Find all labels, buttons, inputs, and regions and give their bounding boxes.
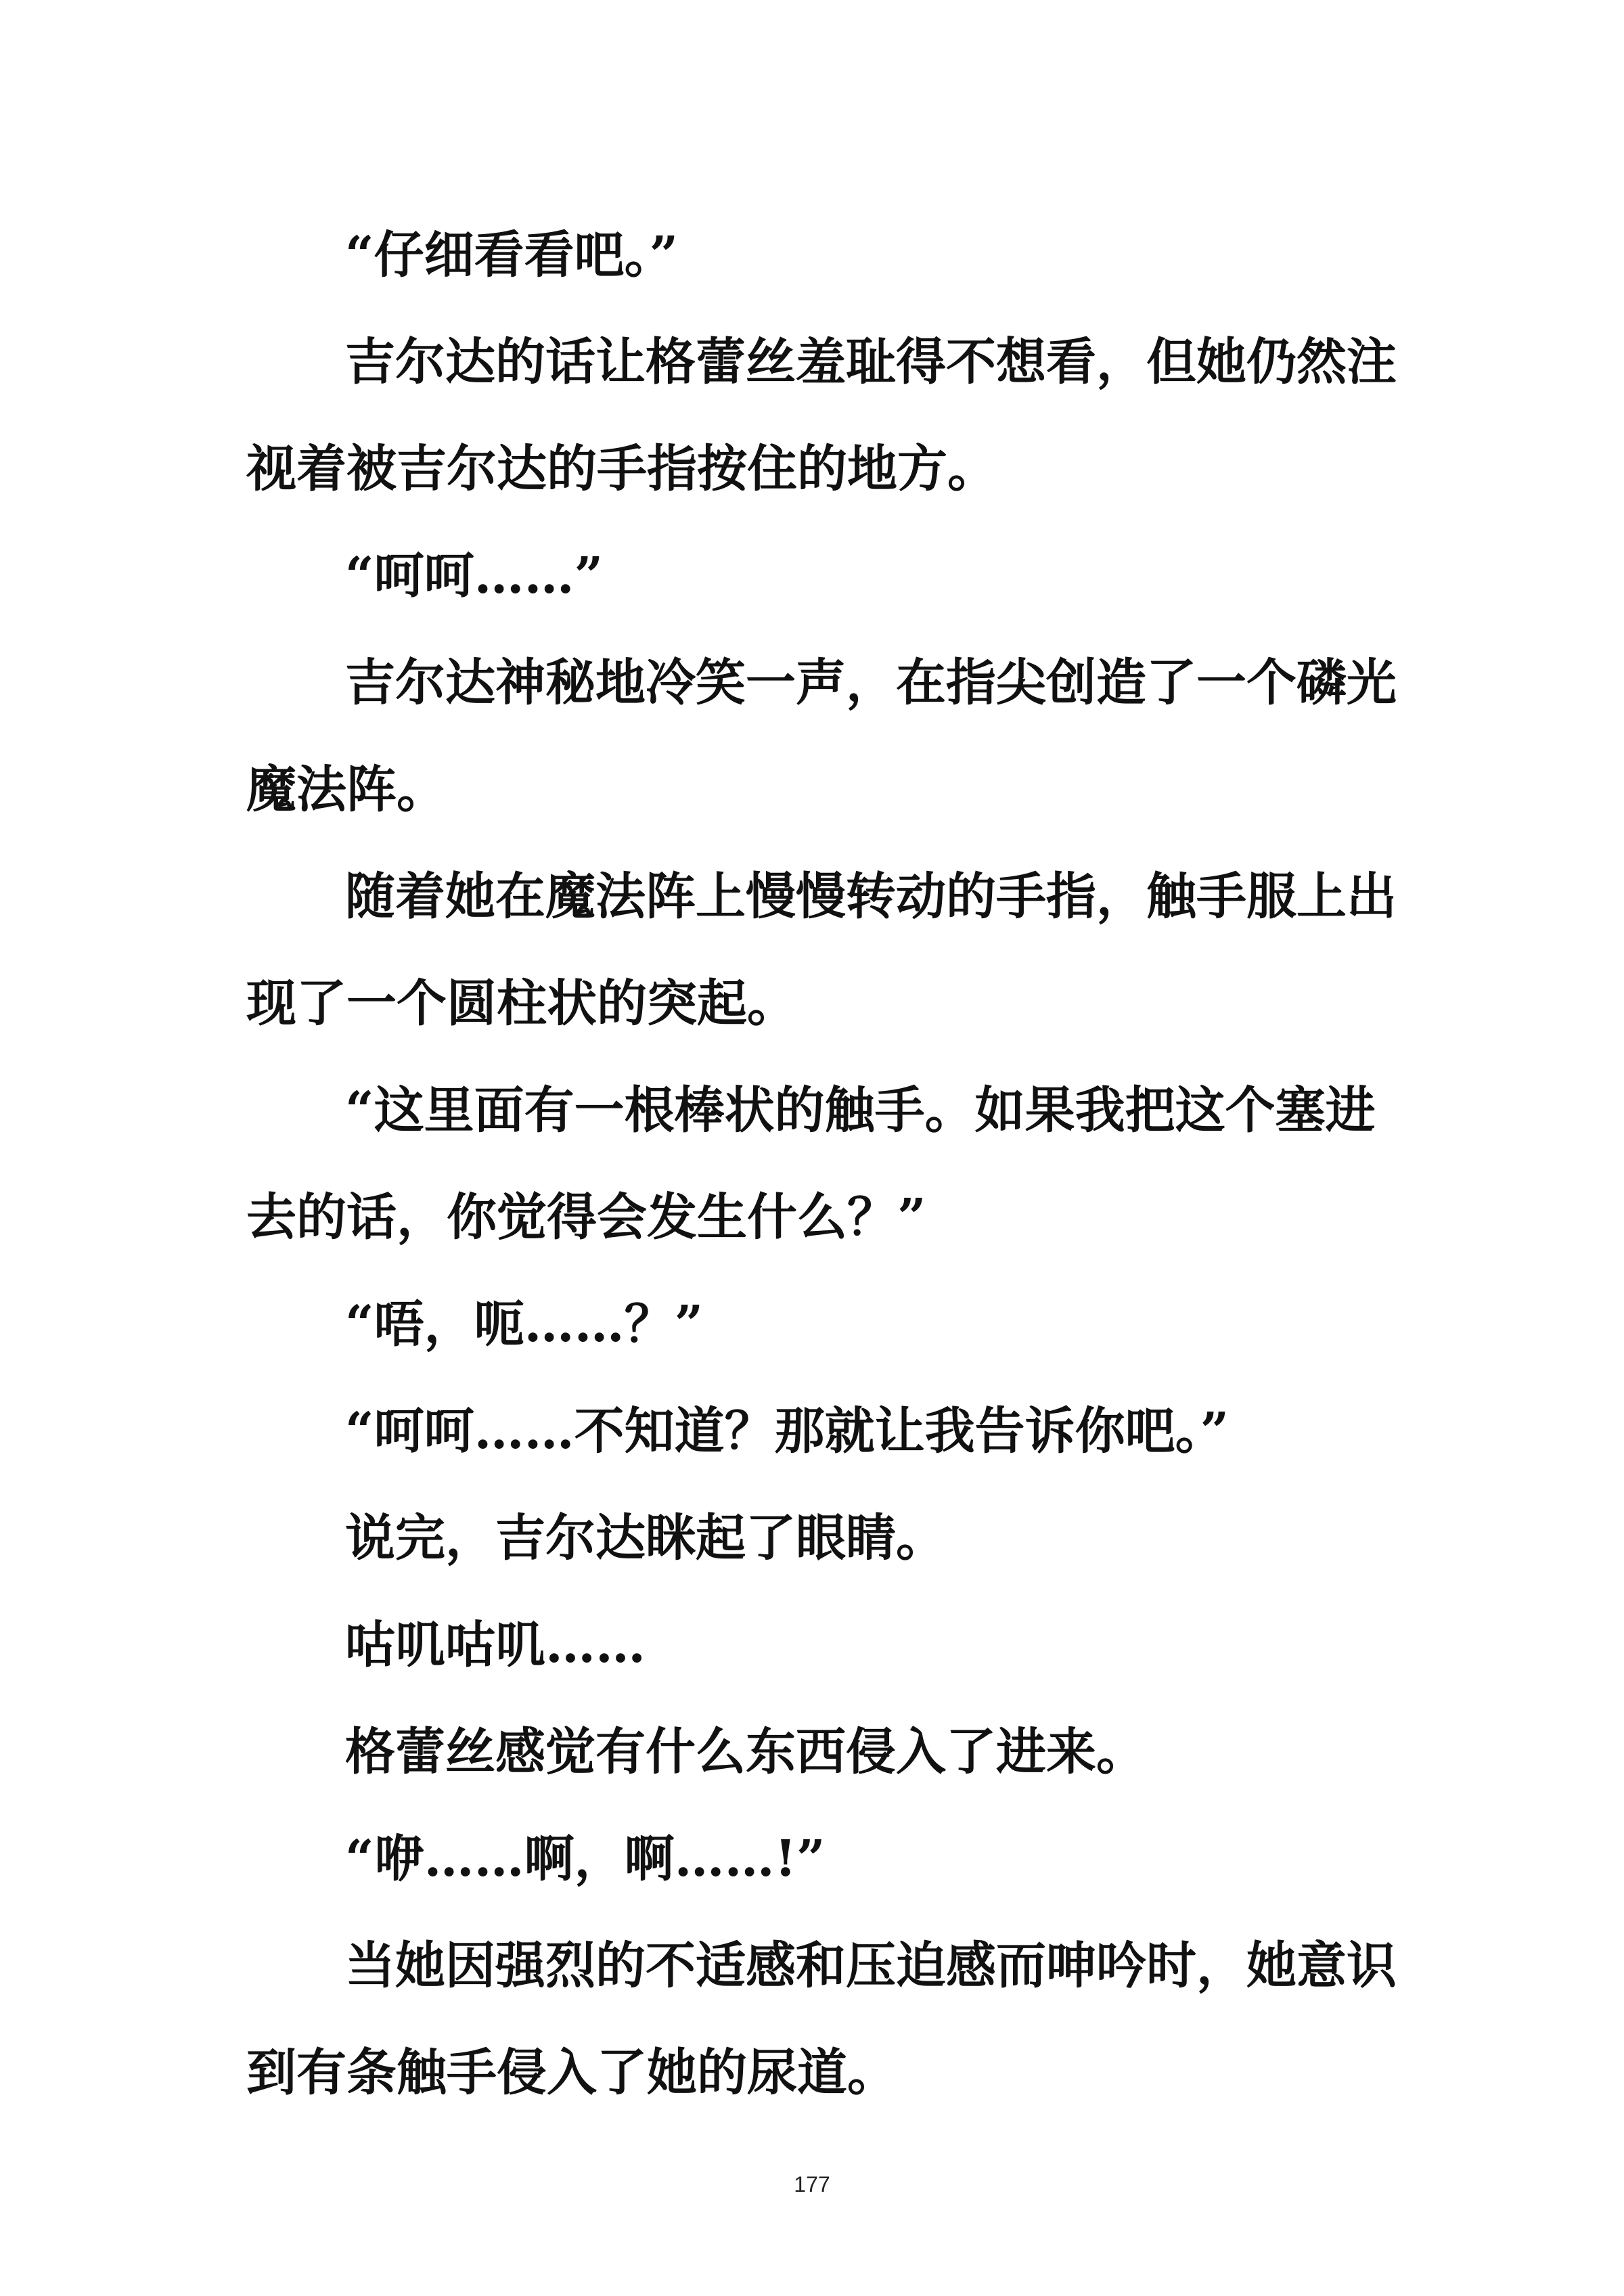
text-line: 随着她在魔法阵上慢慢转动的手指，触手服上出 xyxy=(345,868,1397,926)
text-line: 格蕾丝感觉有什么东西侵入了进来。 xyxy=(345,1723,1146,1781)
text-line: “咿……啊，啊……!” xyxy=(345,1830,826,1888)
text-line: 吉尔达的话让格蕾丝羞耻得不想看，但她仍然注 xyxy=(345,333,1397,391)
text-line: “这里面有一根棒状的触手。如果我把这个塞进 xyxy=(345,1081,1376,1140)
text-line: 到有条触手侵入了她的尿道。 xyxy=(246,2044,897,2102)
text-line: 现了一个圆柱状的突起。 xyxy=(246,974,797,1033)
text-line: 吉尔达神秘地冷笑一声，在指尖创造了一个磷光 xyxy=(345,654,1397,712)
text-line: 视着被吉尔达的手指按住的地方。 xyxy=(246,440,997,498)
text-line: 当她因强烈的不适感和压迫感而呻吟时，她意识 xyxy=(345,1937,1397,1995)
text-line: 说完，吉尔达眯起了眼睛。 xyxy=(345,1509,946,1567)
text-line: 咕叽咕叽…… xyxy=(345,1616,646,1674)
text-line: “仔细看看吧。” xyxy=(345,226,679,284)
text-line: 去的话，你觉得会发生什么？” xyxy=(246,1188,926,1246)
page-number: 177 xyxy=(794,2172,830,2197)
text-line: “呵呵……” xyxy=(345,547,604,605)
text-line: “唔，呃……？” xyxy=(345,1295,704,1353)
text-line: 魔法阵。 xyxy=(246,761,447,819)
text-line: “呵呵……不知道？那就让我告诉你吧。” xyxy=(345,1402,1230,1460)
